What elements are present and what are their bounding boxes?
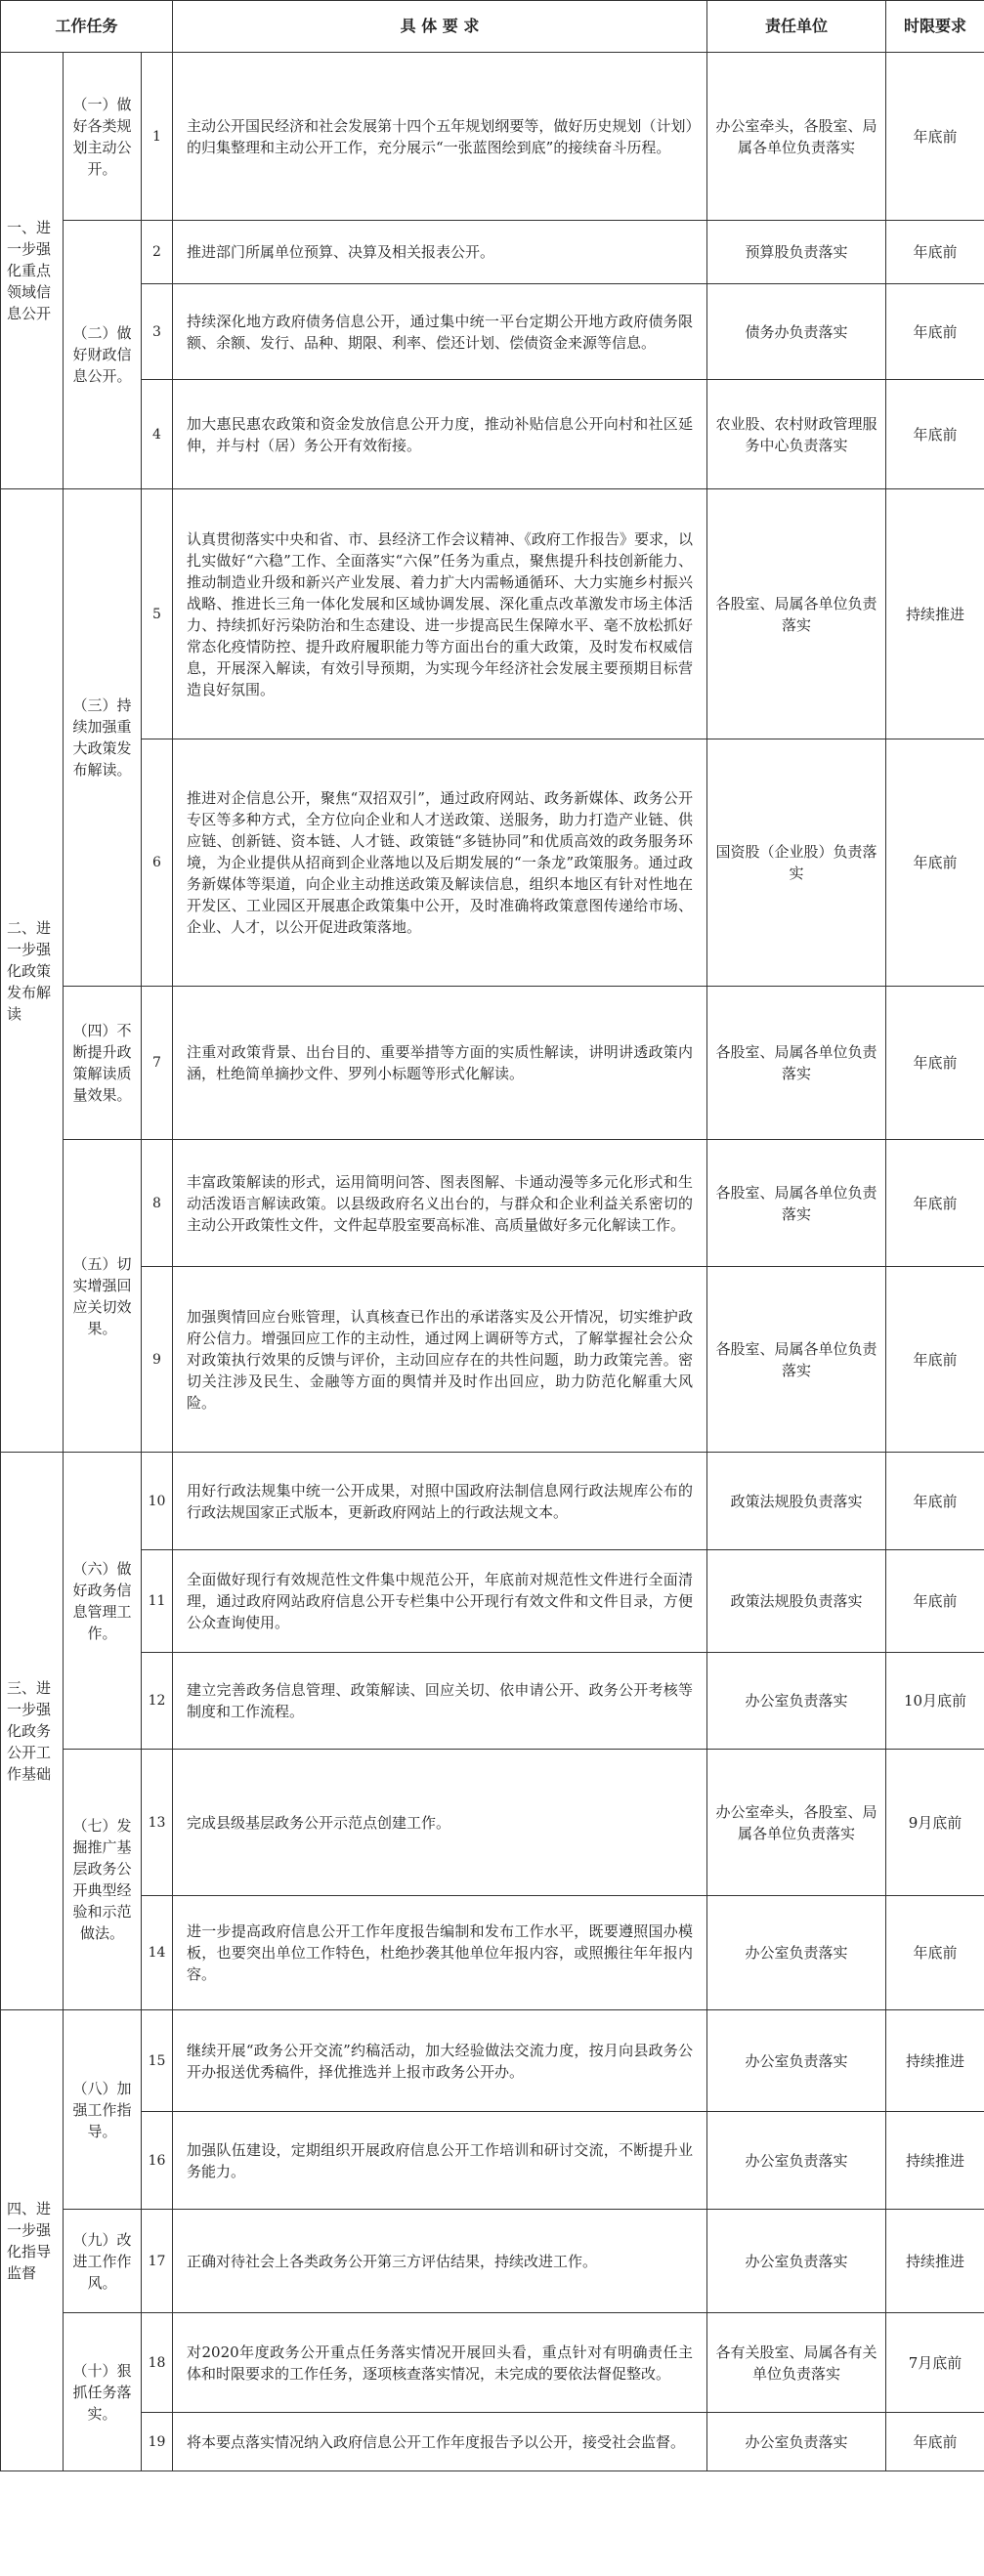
table-row <box>1 2010 984 2112</box>
header-requirement: 具 体 要 求 <box>173 1 707 53</box>
subtask-cell: （九）改进工作作风。 <box>64 2210 142 2313</box>
requirement-cell: 加大惠民惠农政策和资金发放信息公开力度，推动补贴信息公开向村和社区延伸，并与村（居）务公开有效衔接。 <box>173 380 707 489</box>
table-row <box>1 2112 984 2210</box>
unit-cell: 各股室、局属各单位负责落实 <box>707 489 886 739</box>
row-number: 8 <box>142 1140 173 1267</box>
row-number: 5 <box>142 489 173 739</box>
table-row <box>1 2413 984 2471</box>
deadline-cell: 年底前 <box>886 1267 984 1453</box>
unit-cell: 办公室负责落实 <box>707 2210 886 2313</box>
deadline-cell: 年底前 <box>886 1140 984 1267</box>
unit-cell: 政策法规股负责落实 <box>707 1453 886 1550</box>
table-header-row <box>1 1 984 53</box>
table-row <box>1 2313 984 2413</box>
requirement-cell: 推进对企信息公开，聚焦“双招双引”，通过政府网站、政务新媒体、政务公开专区等多种方式，全方位向企业和人才送政策、送服务，助力打造产业链、供应链、创新链、资本链、人才链、政策链“多链协同”和优质高效的政务服务环境，为企业提供从招商到企业落地以及后期发展的“一条龙”政策服务。通过政务新媒体等渠道，向企业主动推送政策及解读信息，组织本地区有针对性地在开发区、工业园区开展惠企政策集中公开，及时准确将政策意图传递给市场、企业、人才，以公开促进政策落地。 <box>173 739 707 987</box>
row-number: 14 <box>142 1896 173 2010</box>
requirement-cell: 将本要点落实情况纳入政府信息公开工作年度报告予以公开，接受社会监督。 <box>173 2413 707 2471</box>
unit-cell: 政策法规股负责落实 <box>707 1550 886 1653</box>
requirement-cell: 对2020年度政务公开重点任务落实情况开展回头看，重点针对有明确责任主体和时限要求的工作任务，逐项核查落实情况，未完成的要依法督促整改。 <box>173 2313 707 2413</box>
deadline-cell: 年底前 <box>886 1896 984 2010</box>
task-cell: 二、进一步强化政策发布解读 <box>1 489 64 1453</box>
row-number: 6 <box>142 739 173 987</box>
deadline-cell: 年底前 <box>886 1453 984 1550</box>
requirement-cell: 注重对政策背景、出台目的、重要举措等方面的实质性解读，讲明讲透政策内涵，杜绝简单摘抄文件、罗列小标题等形式化解读。 <box>173 987 707 1140</box>
unit-cell: 债务办负责落实 <box>707 284 886 380</box>
table-row <box>1 1550 984 1653</box>
task-cell: 一、进一步强化重点领域信息公开 <box>1 53 64 489</box>
requirement-cell: 主动公开国民经济和社会发展第十四个五年规划纲要等，做好历史规划（计划）的归集整理和主动公开工作，充分展示“一张蓝图绘到底”的接续奋斗历程。 <box>173 53 707 221</box>
header-unit: 责任单位 <box>707 1 886 53</box>
deadline-cell: 持续推进 <box>886 489 984 739</box>
table-row <box>1 221 984 284</box>
header-task: 工作任务 <box>1 1 173 53</box>
table-row <box>1 1896 984 2010</box>
table-row <box>1 1653 984 1750</box>
table-row <box>1 380 984 489</box>
requirement-cell: 用好行政法规集中统一公开成果，对照中国政府法制信息网行政法规库公布的行政法规国家正式版本，更新政府网站上的行政法规文本。 <box>173 1453 707 1550</box>
row-number: 11 <box>142 1550 173 1653</box>
row-number: 15 <box>142 2010 173 2112</box>
unit-cell: 办公室牵头，各股室、局属各单位负责落实 <box>707 53 886 221</box>
header-deadline: 时限要求 <box>886 1 984 53</box>
table-row <box>1 2210 984 2313</box>
row-number: 17 <box>142 2210 173 2313</box>
table-row <box>1 1267 984 1453</box>
requirement-cell: 丰富政策解读的形式，运用简明问答、图表图解、卡通动漫等多元化形式和生动活泼语言解读政策。以县级政府名义出台的，与群众和企业利益关系密切的主动公开政策性文件，文件起草股室要高标准、高质量做好多元化解读工作。 <box>173 1140 707 1267</box>
requirement-cell: 完成县级基层政务公开示范点创建工作。 <box>173 1750 707 1896</box>
unit-cell: 各股室、局属各单位负责落实 <box>707 1140 886 1267</box>
deadline-cell: 年底前 <box>886 53 984 221</box>
table-row <box>1 53 984 221</box>
requirement-cell: 继续开展“政务公开交流”约稿活动，加大经验做法交流力度，按月向县政务公开办报送优秀稿件，择优推选并上报市政务公开办。 <box>173 2010 707 2112</box>
deadline-cell: 9月底前 <box>886 1750 984 1896</box>
deadline-cell: 7月底前 <box>886 2313 984 2413</box>
deadline-cell: 年底前 <box>886 221 984 284</box>
requirement-cell: 全面做好现行有效规范性文件集中规范公开，年底前对规范性文件进行全面清理，通过政府网站政府信息公开专栏集中公开现行有效文件和文件目录，方便公众查询使用。 <box>173 1550 707 1653</box>
row-number: 10 <box>142 1453 173 1550</box>
subtask-cell: （二）做好财政信息公开。 <box>64 221 142 489</box>
unit-cell: 预算股负责落实 <box>707 221 886 284</box>
row-number: 18 <box>142 2313 173 2413</box>
deadline-cell: 持续推进 <box>886 2210 984 2313</box>
deadline-cell: 年底前 <box>886 284 984 380</box>
row-number: 4 <box>142 380 173 489</box>
requirement-cell: 进一步提高政府信息公开工作年度报告编制和发布工作水平，既要遵照国办模板，也要突出单位工作特色，杜绝抄袭其他单位年报内容，或照搬往年年报内容。 <box>173 1896 707 2010</box>
row-number: 12 <box>142 1653 173 1750</box>
deadline-cell: 年底前 <box>886 987 984 1140</box>
task-cell: 四、进一步强化指导监督 <box>1 2010 64 2471</box>
task-cell: 三、进一步强化政务公开工作基础 <box>1 1453 64 2010</box>
row-number: 3 <box>142 284 173 380</box>
table-row <box>1 489 984 739</box>
table-row <box>1 987 984 1140</box>
deadline-cell: 年底前 <box>886 739 984 987</box>
table-row <box>1 284 984 380</box>
unit-cell: 办公室牵头，各股室、局属各单位负责落实 <box>707 1750 886 1896</box>
subtask-cell: （七）发掘推广基层政务公开典型经验和示范做法。 <box>64 1750 142 2010</box>
subtask-cell: （八）加强工作指导。 <box>64 2010 142 2210</box>
row-number: 2 <box>142 221 173 284</box>
table-row <box>1 1750 984 1896</box>
unit-cell: 办公室负责落实 <box>707 2413 886 2471</box>
unit-cell: 各股室、局属各单位负责落实 <box>707 1267 886 1453</box>
subtask-cell: （六）做好政务信息管理工作。 <box>64 1453 142 1750</box>
deadline-cell: 持续推进 <box>886 2112 984 2210</box>
table-row <box>1 739 984 987</box>
requirement-cell: 建立完善政务信息管理、政策解读、回应关切、依申请公开、政务公开考核等制度和工作流程。 <box>173 1653 707 1750</box>
subtask-cell: （五）切实增强回应关切效果。 <box>64 1140 142 1453</box>
requirement-cell: 认真贯彻落实中央和省、市、县经济工作会议精神、《政府工作报告》要求，以扎实做好“六稳”工作、全面落实“六保”任务为重点，聚焦提升科技创新能力、推动制造业升级和新兴产业发展、着力扩大内需畅通循环、大力实施乡村振兴战略、推进长三角一体化发展和区域协调发展、深化重点改革激发市场主体活力、持续抓好污染防治和生态建设、进一步提高民生保障水平、毫不放松抓好常态化疫情防控、提升政府履职能力等方面出台的重大政策，及时发布权威信息，开展深入解读，有效引导预期，为实现今年经济社会发展主要预期目标营造良好氛围。 <box>173 489 707 739</box>
unit-cell: 办公室负责落实 <box>707 2112 886 2210</box>
row-number: 19 <box>142 2413 173 2471</box>
deadline-cell: 年底前 <box>886 2413 984 2471</box>
deadline-cell: 10月底前 <box>886 1653 984 1750</box>
requirement-cell: 加强舆情回应台账管理，认真核查已作出的承诺落实及公开情况，切实维护政府公信力。增强回应工作的主动性，通过网上调研等方式，了解掌握社会公众对政策执行效果的反馈与评价，主动回应存在的共性问题，助力政策完善。密切关注涉及民生、金融等方面的舆情并及时作出回应，助力防范化解重大风险。 <box>173 1267 707 1453</box>
deadline-cell: 年底前 <box>886 380 984 489</box>
requirement-cell: 加强队伍建设，定期组织开展政府信息公开工作培训和研讨交流，不断提升业务能力。 <box>173 2112 707 2210</box>
table-row <box>1 1453 984 1550</box>
deadline-cell: 持续推进 <box>886 2010 984 2112</box>
subtask-cell: （三）持续加强重大政策发布解读。 <box>64 489 142 987</box>
row-number: 9 <box>142 1267 173 1453</box>
row-number: 16 <box>142 2112 173 2210</box>
table-row <box>1 1140 984 1267</box>
requirement-cell: 持续深化地方政府债务信息公开，通过集中统一平台定期公开地方政府债务限额、余额、发行、品种、期限、利率、偿还计划、偿债资金来源等信息。 <box>173 284 707 380</box>
subtask-cell: （一）做好各类规划主动公开。 <box>64 53 142 221</box>
deadline-cell: 年底前 <box>886 1550 984 1653</box>
row-number: 1 <box>142 53 173 221</box>
subtask-cell: （十）狠抓任务落实。 <box>64 2313 142 2471</box>
row-number: 7 <box>142 987 173 1140</box>
unit-cell: 办公室负责落实 <box>707 1653 886 1750</box>
row-number: 13 <box>142 1750 173 1896</box>
unit-cell: 各股室、局属各单位负责落实 <box>707 987 886 1140</box>
requirement-cell: 推进部门所属单位预算、决算及相关报表公开。 <box>173 221 707 284</box>
unit-cell: 各有关股室、局属各有关单位负责落实 <box>707 2313 886 2413</box>
requirement-cell: 正确对待社会上各类政务公开第三方评估结果，持续改进工作。 <box>173 2210 707 2313</box>
unit-cell: 农业股、农村财政管理服务中心负责落实 <box>707 380 886 489</box>
subtask-cell: （四）不断提升政策解读质量效果。 <box>64 987 142 1140</box>
unit-cell: 办公室负责落实 <box>707 2010 886 2112</box>
unit-cell: 办公室负责落实 <box>707 1896 886 2010</box>
unit-cell: 国资股（企业股）负责落实 <box>707 739 886 987</box>
